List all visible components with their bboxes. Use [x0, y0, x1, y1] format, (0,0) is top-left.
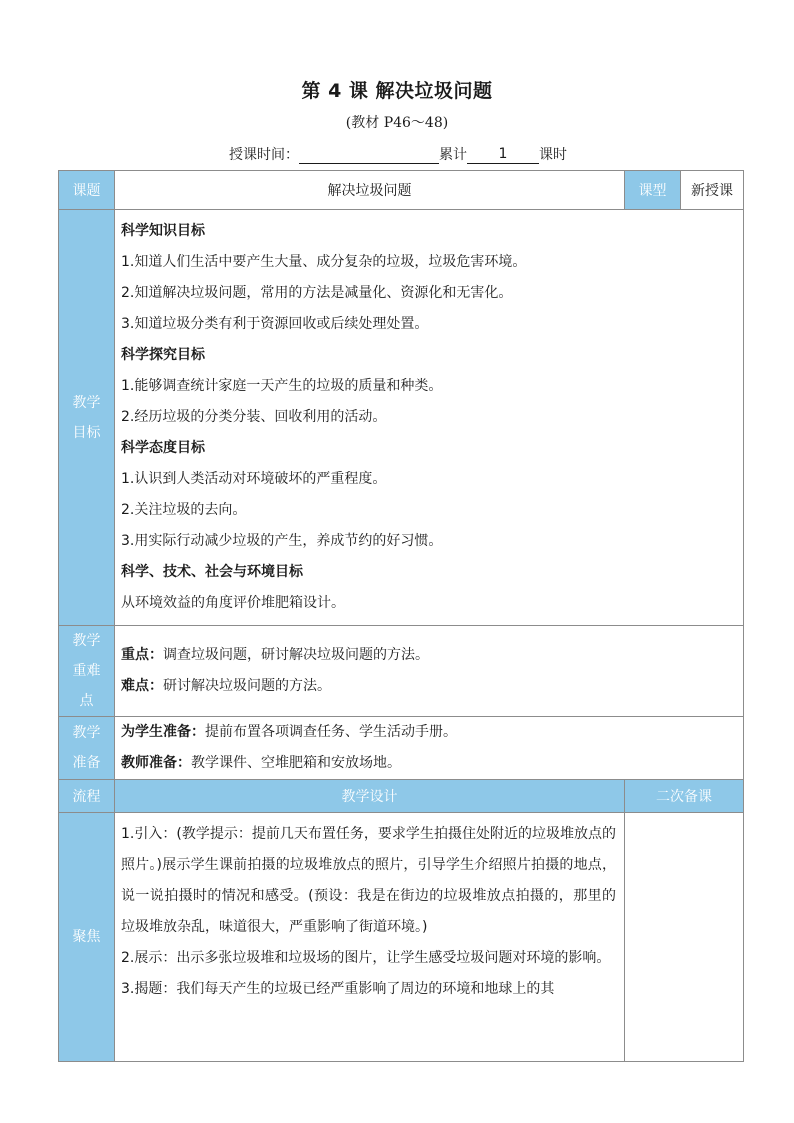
lesson-type-value: 新授课 — [681, 171, 744, 210]
objective-item: 3.知道垃圾分类有利于资源回收或后续处理处置。 — [121, 316, 429, 332]
textbook-pages: (教材 P46～48) — [345, 115, 449, 131]
reveal-paragraph: 3.揭题：我们每天产生的垃圾已经严重影响了周边的环境和地球上的其 — [121, 981, 555, 997]
objective-item: 3.用实际行动减少垃圾的产生，养成节约的好习惯。 — [121, 533, 443, 549]
focus-content — [115, 813, 625, 1062]
second-prep-cell[interactable] — [625, 813, 744, 1062]
objectives-content — [115, 210, 744, 626]
preparation-row — [59, 717, 744, 780]
objective-item: 2.知道解决垃圾问题，常用的方法是减量化、资源化和无害化。 — [121, 285, 513, 301]
hours-label: 课时 — [539, 147, 567, 163]
lesson-type-label: 课型 — [625, 171, 681, 210]
key-point: 重点：调查垃圾问题，研讨解决垃圾问题的方法。 — [121, 647, 429, 663]
student-preparation: 为学生准备：提前布置各项调查任务、学生活动手册。 — [121, 724, 457, 740]
second-prep-header: 二次备课 — [625, 780, 744, 813]
objective-item: 1.知道人们生活中要产生大量、成分复杂的垃圾，垃圾危害环境。 — [121, 254, 527, 270]
time-blank[interactable] — [299, 146, 439, 164]
keypoints-label: 教学 重难 点 — [59, 626, 115, 717]
objective-item: 从环境效益的角度评价堆肥箱设计。 — [121, 595, 345, 611]
process-header-row — [59, 780, 744, 813]
difficult-point: 难点：研讨解决垃圾问题的方法。 — [121, 678, 331, 694]
preparation-content — [115, 717, 744, 780]
topic-row — [59, 171, 744, 210]
show-paragraph: 2.展示：出示多张垃圾堆和垃圾场的图片，让学生感受垃圾问题对环境的影响。 — [121, 950, 611, 966]
teacher-preparation: 教师准备：教学课件、空堆肥箱和安放场地。 — [121, 755, 401, 771]
focus-row — [59, 813, 744, 1062]
class-time-line — [229, 144, 567, 164]
time-label: 授课时间： — [229, 147, 299, 163]
design-header: 教学设计 — [115, 780, 625, 813]
inquiry-heading: 科学探究目标 — [121, 347, 205, 363]
knowledge-heading: 科学知识目标 — [121, 223, 205, 239]
cumulative-value: 1 — [467, 146, 539, 164]
objective-item: 2.经历垃圾的分类分装、回收利用的活动。 — [121, 409, 387, 425]
attitude-heading: 科学态度目标 — [121, 440, 205, 456]
topic-label: 课题 — [59, 171, 115, 210]
objective-item: 1.认识到人类活动对环境破坏的严重程度。 — [121, 471, 387, 487]
objective-item: 1.能够调查统计家庭一天产生的垃圾的质量和种类。 — [121, 378, 443, 394]
keypoints-row — [59, 626, 744, 717]
objectives-label: 教学 目标 — [59, 210, 115, 626]
cumulative-label: 累计 — [439, 147, 467, 163]
page-title: 第 4 课 解决垃圾问题 — [301, 80, 493, 102]
focus-label: 聚焦 — [59, 813, 115, 1062]
objectives-row — [59, 210, 744, 626]
flow-header: 流程 — [59, 780, 115, 813]
keypoints-content — [115, 626, 744, 717]
topic-value: 解决垃圾问题 — [115, 171, 625, 210]
lesson-plan-table — [58, 170, 744, 1062]
objective-item: 2.关注垃圾的去向。 — [121, 502, 247, 518]
stse-heading: 科学、技术、社会与环境目标 — [121, 564, 303, 580]
intro-paragraph: 1.引入：(教学提示：提前几天布置任务，要求学生拍摄住处附近的垃圾堆放点的照片。)展示学生课前拍摄的垃圾堆放点的照片，引导学生介绍照片拍摄的地点，说一说拍摄时的情况和感受。(预设：我是在街边的垃圾堆放点拍摄的，那里的垃圾堆放杂乱，味道很大，严重影响了街道环境。) — [121, 826, 617, 935]
preparation-label: 教学 准备 — [59, 717, 115, 780]
